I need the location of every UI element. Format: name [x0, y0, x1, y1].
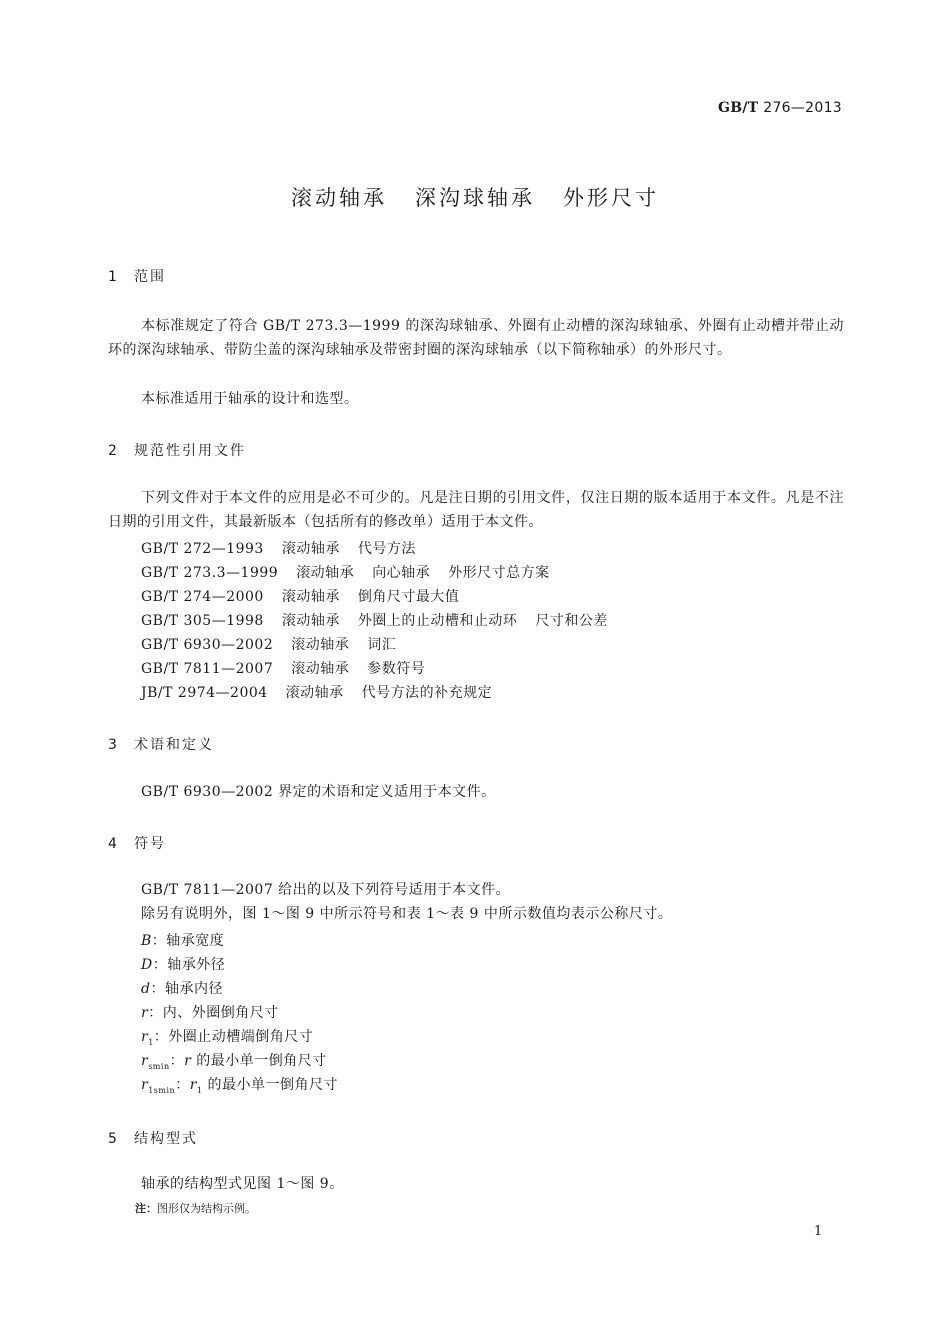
scope-paragraph-1: 本标准规定了符合 GB/T 273.3—1999 的深沟球轴承、外圈有止动槽的深沟球轴承、外圈有止动槽并带止动环的深沟球轴承、带防尘盖的深沟球轴承及带密封圈的深沟球轴承（以下简称轴承）的外形尺寸。	[108, 318, 844, 358]
title-part-3: 外形尺寸	[563, 186, 659, 210]
symbols-paragraph-2: 除另有说明外，图 1～图 9 中所示符号和表 1～表 9 中所示数值均表示公称尺寸。	[141, 906, 673, 922]
symbol-separator: ：	[169, 1053, 185, 1069]
symbol-separator: ：	[150, 981, 165, 997]
symbol-entry-D	[141, 954, 225, 974]
standard-prefix: GB/T	[717, 100, 759, 116]
reference-title: 滚动轴承	[291, 661, 350, 677]
symbol-description: 轴承内径	[164, 981, 223, 997]
symbol-separator: ：	[152, 957, 168, 973]
symbol-entry-r1	[141, 1026, 313, 1047]
symbol-description: 轴承外径	[167, 957, 226, 973]
symbol-entry-r1smin	[141, 1074, 338, 1095]
symbol: r	[141, 1077, 149, 1093]
reference-title: 代号方法的补充规定	[361, 685, 493, 701]
page-number: 1	[814, 1224, 823, 1239]
reference-title: 外圈上的止动槽和止动环	[357, 613, 518, 629]
symbol-reference: r	[189, 1077, 197, 1093]
symbol-description: 外圈止动槽端倒角尺寸	[168, 1029, 314, 1045]
reference-code: GB/T 7811—2007	[141, 661, 274, 677]
section-number: 1	[108, 269, 119, 285]
reference-code: GB/T 272—1993	[141, 541, 264, 557]
note	[135, 1200, 256, 1216]
section-heading-3	[108, 734, 214, 754]
reference-item	[141, 658, 425, 678]
reference-title: 外形尺寸总方案	[448, 565, 550, 581]
standard-code: 276—2013	[763, 100, 842, 116]
reference-title: 向心轴承	[372, 565, 431, 581]
symbol-subscript: smin	[148, 1061, 170, 1071]
title-part-1: 滚动轴承	[291, 186, 387, 210]
reference-title: 参数符号	[367, 661, 426, 677]
section-heading-4	[108, 833, 166, 853]
reference-title: 滚动轴承	[281, 589, 340, 605]
reference-code: GB/T 274—2000	[141, 589, 264, 605]
note-label: 注：	[135, 1202, 157, 1215]
reference-code: GB/T 6930—2002	[141, 637, 274, 653]
symbol-separator: ：	[151, 933, 167, 949]
note-text: 图形仅为结构示例。	[157, 1202, 256, 1215]
reference-code: GB/T 305—1998	[141, 613, 264, 629]
reference-code: GB/T 273.3—1999	[141, 565, 279, 581]
reference-title: 滚动轴承	[281, 613, 340, 629]
section-title: 范围	[134, 269, 166, 285]
reference-item	[141, 586, 459, 606]
standard-number	[718, 100, 842, 116]
symbol-reference: r	[184, 1053, 192, 1069]
section-heading-2	[108, 440, 246, 460]
symbol-entry-B	[141, 930, 224, 950]
reference-item	[141, 610, 608, 630]
reference-title: 滚动轴承	[296, 565, 355, 581]
symbol-description: 内、外圈倒角尺寸	[162, 1005, 279, 1021]
symbol-description: 的最小单一倒角尺寸	[202, 1077, 338, 1093]
section-title: 规范性引用文件	[134, 443, 246, 459]
reference-item	[141, 538, 416, 558]
symbol: r	[141, 1005, 149, 1021]
reference-item	[141, 562, 550, 582]
symbol-reference-subscript: 1	[196, 1085, 203, 1095]
structure-paragraph: 轴承的结构型式见图 1～图 9。	[141, 1176, 344, 1192]
symbol: r	[141, 1053, 149, 1069]
reference-title: 滚动轴承	[281, 541, 340, 557]
symbol-description: 轴承宽度	[166, 933, 225, 949]
reference-title: 倒角尺寸最大值	[357, 589, 460, 605]
section-number: 3	[108, 737, 119, 753]
section-title: 结构型式	[134, 1131, 198, 1147]
section-number: 4	[108, 836, 119, 852]
symbol: r	[141, 1029, 149, 1045]
symbol-subscript: 1	[148, 1037, 154, 1047]
section-number: 2	[108, 443, 119, 459]
scope-paragraph-2: 本标准适用于轴承的设计和选型。	[141, 391, 359, 407]
terms-paragraph: GB/T 6930—2002 界定的术语和定义适用于本文件。	[141, 784, 496, 800]
reference-item	[141, 634, 396, 654]
symbol-separator: ：	[148, 1005, 163, 1021]
section-number: 5	[108, 1131, 119, 1147]
symbol: D	[141, 957, 153, 973]
reference-title: 滚动轴承	[291, 637, 350, 653]
reference-item	[141, 682, 492, 702]
symbol-separator: ：	[153, 1029, 169, 1045]
symbol-entry-d	[141, 978, 223, 998]
symbol: B	[141, 933, 152, 949]
references-intro: 下列文件对于本文件的应用是必不可少的。凡是注日期的引用文件，仅注日期的版本适用于本文件。凡是不注日期的引用文件，其最新版本（包括所有的修改单）适用于本文件。	[108, 490, 844, 530]
title-part-2: 深沟球轴承	[415, 186, 535, 210]
symbols-paragraph-1: GB/T 7811—2007 给出的以及下列符号适用于本文件。	[141, 882, 511, 898]
document-title	[0, 182, 950, 212]
section-title: 符号	[134, 836, 166, 852]
reference-title: 尺寸和公差	[535, 613, 608, 629]
reference-title: 词汇	[367, 637, 397, 653]
symbol-separator: ：	[175, 1077, 190, 1093]
reference-title: 滚动轴承	[285, 685, 344, 701]
reference-code: JB/T 2974—2004	[141, 685, 268, 701]
reference-title: 代号方法	[357, 541, 416, 557]
symbol-entry-rsmin	[141, 1050, 327, 1071]
section-title: 术语和定义	[134, 737, 214, 753]
section-heading-1	[108, 266, 166, 286]
symbol-entry-r	[141, 1002, 279, 1022]
symbol-description: 的最小单一倒角尺寸	[191, 1053, 327, 1069]
symbol-subscript: 1smin	[148, 1085, 176, 1095]
symbol: d	[141, 981, 151, 997]
section-heading-5	[108, 1128, 198, 1148]
